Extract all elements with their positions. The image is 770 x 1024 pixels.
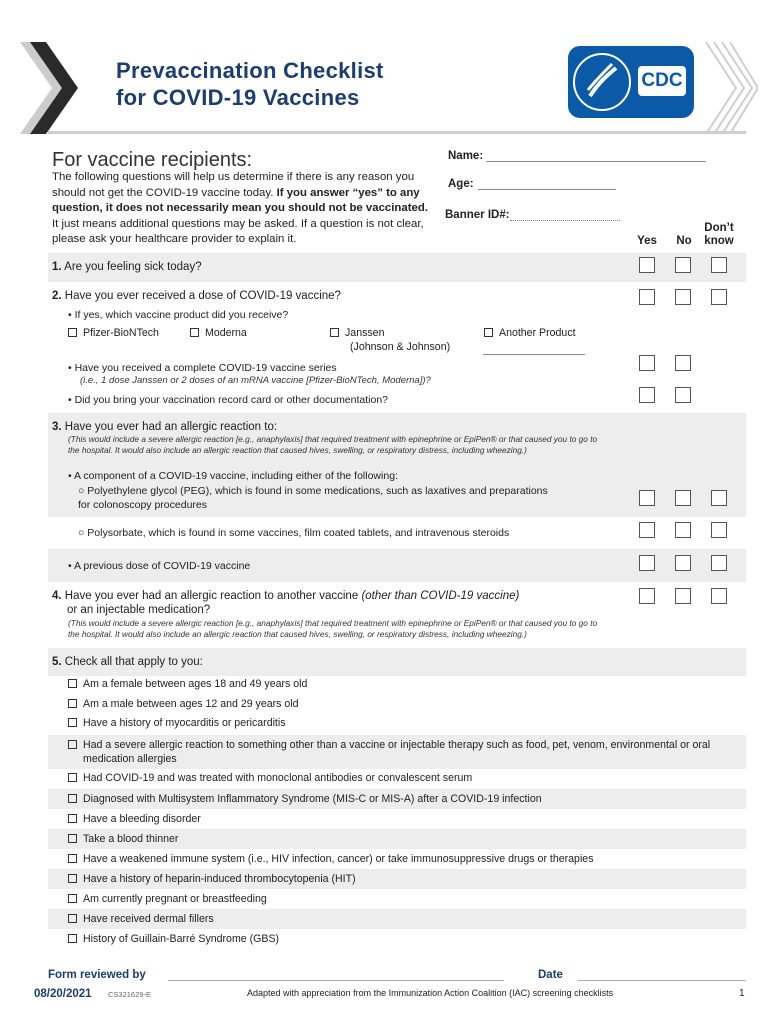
q3-prev-dose-no-checkbox[interactable] (675, 555, 691, 571)
q1-yes-checkbox[interactable] (639, 257, 655, 273)
q2-sub3: • Did you bring your vaccination record card or other documentation? (68, 394, 389, 406)
q1-dont-know-checkbox[interactable] (711, 257, 727, 273)
age-field[interactable] (478, 189, 616, 190)
q5-item[interactable]: Am a male between ages 12 and 29 years old (68, 698, 299, 710)
q5-item[interactable]: Take a blood thinner (68, 833, 178, 845)
left-chevron-decoration (20, 42, 80, 134)
form-reviewed-by-label: Form reviewed by (48, 969, 146, 981)
credit-text: Adapted with appreciation from the Immunization Action Coalition (IAC) screening checklists (247, 988, 614, 998)
age-label: Age: (448, 178, 474, 190)
cdc-logo (568, 46, 694, 118)
q2-record-no-checkbox[interactable] (675, 387, 691, 403)
q3-peg-dont-know-checkbox[interactable] (711, 490, 727, 506)
q5-item[interactable]: Diagnosed with Multisystem Inflammatory Syndrome (MIS-C or MIS-A) after a COVID-19 infection (68, 793, 542, 805)
q2-no-checkbox[interactable] (675, 289, 691, 305)
q3-prev-dose-dont-know-checkbox[interactable] (711, 555, 727, 571)
cdc-wordmark: CDC (638, 66, 686, 96)
q2-record-yes-checkbox[interactable] (639, 387, 655, 403)
page-number: 1 (739, 988, 745, 999)
q5-item[interactable]: Had COVID-19 and was treated with monoclonal antibodies or convalescent serum (68, 772, 472, 784)
question-4-line2: or an injectable medication? (67, 604, 211, 616)
q4-no-checkbox[interactable] (675, 588, 691, 604)
date-label: Date (538, 969, 563, 981)
q3-prev-dose-yes-checkbox[interactable] (639, 555, 655, 571)
q2-sub2-note: (i.e., 1 dose Janssen or 2 doses of an mRNA vaccine [Pfizer-BioNTech, Moderna])? (80, 375, 431, 386)
revision-date: 08/20/2021 (34, 988, 92, 1000)
q5-item[interactable]: History of Guillain-Barré Syndrome (GBS) (68, 933, 279, 945)
q5-item[interactable]: Am currently pregnant or breastfeeding (68, 893, 267, 905)
q5-item[interactable]: Have a history of heparin-induced thrombocytopenia (HIT) (68, 873, 356, 885)
q3-peg-yes-checkbox[interactable] (639, 490, 655, 506)
question-3: 3. Have you ever had an allergic reaction to: (52, 421, 278, 433)
question-5: 5. Check all that apply to you: (52, 656, 203, 668)
q3-sub2: • A previous dose of COVID-19 vaccine (68, 560, 251, 572)
product-pfizer[interactable]: Pfizer-BioNTech (68, 327, 159, 339)
q4-yes-checkbox[interactable] (639, 588, 655, 604)
banner-id-label: Banner ID#: (445, 209, 510, 221)
name-label: Name: (448, 150, 484, 162)
q5-item[interactable]: Have received dermal fillers (68, 913, 214, 925)
q3-peg-no-checkbox[interactable] (675, 490, 691, 506)
q5-item[interactable]: Have a bleeding disorder (68, 813, 201, 825)
col-no: No (676, 235, 692, 247)
page-title: Prevaccination Checklist for COVID-19 Vaccines (116, 58, 384, 110)
name-field[interactable] (486, 161, 706, 162)
q2-yes-checkbox[interactable] (639, 289, 655, 305)
q3-polysorbate-dont-know-checkbox[interactable] (711, 522, 727, 538)
q3-note: (This would include a severe allergic reaction [e.g., anaphylaxis] that required treatment with epinephrine or EpiPen® or that caused you to go to the hospital. It would also include an allergic reaction that caused hives, swelling, or respiratory distress, including wheezing.) (68, 434, 598, 455)
product-another[interactable]: Another Product (484, 327, 576, 339)
q2-sub2: • Have you received a complete COVID-19 vaccine series (68, 362, 337, 374)
q5-item[interactable]: Have a weakened immune system (i.e., HIV infection, cancer) or take immunosuppressive drugs or therapies (68, 853, 594, 865)
intro-heading: For vaccine recipients: (52, 149, 253, 171)
q3-polysorbate-yes-checkbox[interactable] (639, 522, 655, 538)
q2-sub1: • If yes, which vaccine product did you receive? (68, 309, 289, 321)
product-moderna[interactable]: Moderna (190, 327, 247, 339)
intro-text: The following questions will help us determine if there is any reason you should not get the COVID-19 vaccine today. If you answer “yes” to any question, it does not necessarily mean you should not be vaccinated. It just means additional questions may be asked. If a question is not clear, please ask your healthcare provider to explain it. (52, 171, 428, 245)
q2-series-yes-checkbox[interactable] (639, 355, 655, 371)
q5-item[interactable]: Have a history of myocarditis or pericarditis (68, 717, 286, 729)
q3-polysorbate-no-checkbox[interactable] (675, 522, 691, 538)
q5-item[interactable]: Am a female between ages 18 and 49 years old (68, 678, 307, 690)
banner-id-field[interactable] (510, 220, 620, 221)
question-4: 4. Have you ever had an allergic reaction to another vaccine (other than COVID-19 vaccine) (52, 590, 520, 602)
date-field[interactable] (578, 980, 746, 981)
question-1: 1. Are you feeling sick today? (52, 261, 202, 273)
question-2: 2. Have you ever received a dose of COVID-19 vaccine? (52, 290, 341, 302)
col-dont-know: Don’t know (704, 222, 734, 247)
reviewed-by-field[interactable] (168, 980, 504, 981)
right-chevron-decoration (702, 40, 758, 136)
header-divider (48, 131, 746, 134)
q1-no-checkbox[interactable] (675, 257, 691, 273)
col-yes: Yes (637, 235, 657, 247)
janssen-note: (Johnson & Johnson) (350, 341, 451, 353)
q2-dont-know-checkbox[interactable] (711, 289, 727, 305)
q3-sub1b: ○ Polysorbate, which is found in some vaccines, film coated tablets, and intravenous steroids (78, 527, 510, 539)
q2-series-no-checkbox[interactable] (675, 355, 691, 371)
another-product-field[interactable] (483, 354, 585, 355)
q3-sub1a: ○ Polyethylene glycol (PEG), which is found in some medications, such as laxatives and preparations for colonoscopy procedures (78, 485, 548, 511)
q3-sub1: • A component of a COVID-19 vaccine, including either of the following: (68, 470, 398, 482)
document-code: CS321629-E (108, 990, 151, 999)
product-janssen[interactable]: Janssen (330, 327, 384, 339)
q4-note: (This would include a severe allergic reaction [e.g., anaphylaxis] that required treatment with epinephrine or EpiPen® or that caused you to go to the hospital. It would also include an allergic reaction that caused hives, swelling, or respiratory distress, including wheezing.) (68, 618, 598, 639)
q5-item[interactable]: Had a severe allergic reaction to something other than a vaccine or injectable therapy such as food, pet, venom, environmental or oral medication allergies (68, 738, 743, 766)
q4-dont-know-checkbox[interactable] (711, 588, 727, 604)
